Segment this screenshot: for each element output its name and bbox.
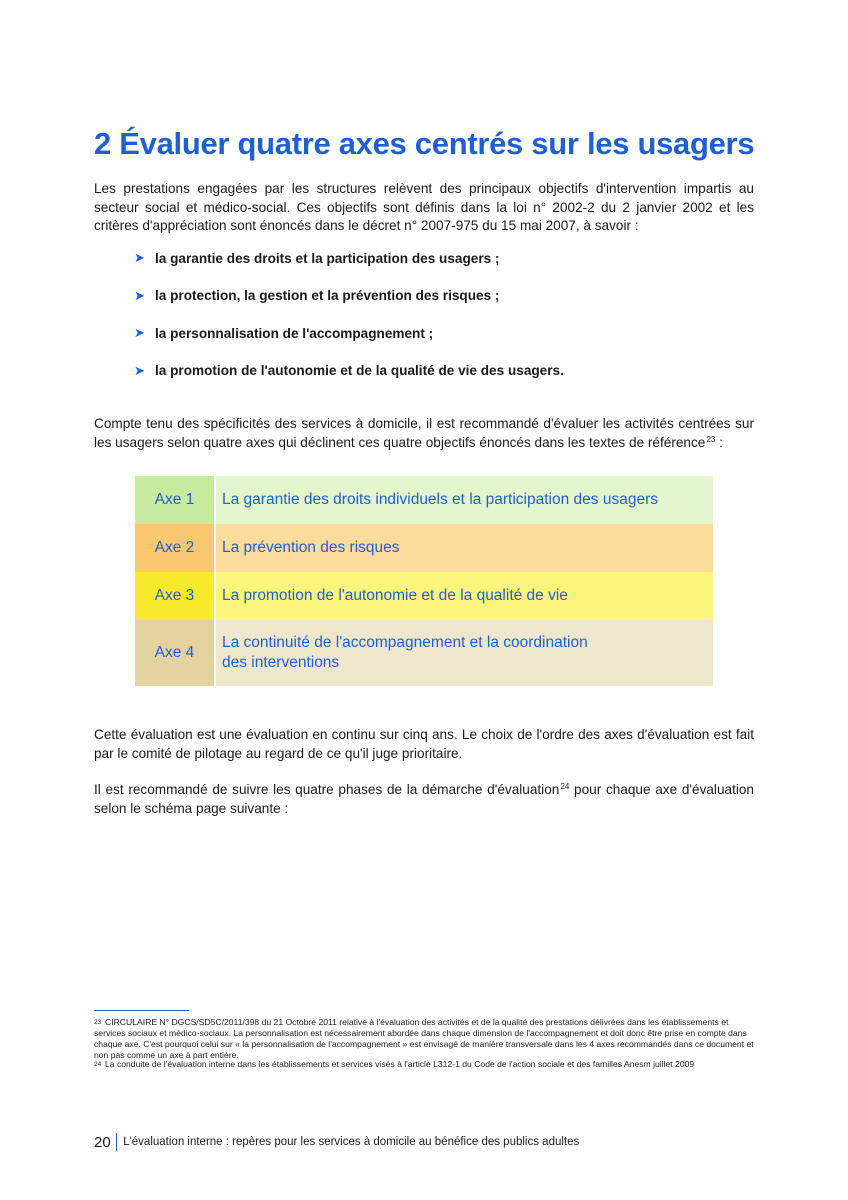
arrow-bullet-icon: ➤: [134, 362, 145, 378]
axe-label: La garantie des droits individuels et la participation des usagers: [215, 476, 713, 524]
intro-paragraph: Les prestations engagées par les structures relèvent des principaux objectifs d'intervention impartis au secteur social et médico-social. Ces objectifs sont définis dans la loi n° 2002-2 du 2 janvier 2002 et les critères d'appréciation sont énoncés dans le décret n° 2007-975 du 15 mai 2007, à savoir :: [94, 181, 754, 233]
objective-label: la garantie des droits et la participation des usagers ;: [155, 250, 500, 266]
phases-text-end: pour chaque axe d'évaluation selon le schéma page suivante :: [94, 782, 754, 816]
axe-label: [215, 620, 713, 686]
arrow-bullet-icon: ➤: [134, 250, 145, 265]
table-row: [135, 620, 713, 686]
footnote-23: [94, 1017, 758, 1061]
recommendation-end: :: [715, 434, 723, 450]
running-title: L'évaluation interne : repères pour les services à domicile au bénéfice des publics adultes: [123, 1136, 580, 1148]
axe-number: Axe 4: [135, 620, 215, 686]
table-row: [135, 524, 713, 572]
arrow-bullet-icon: ➤: [134, 287, 145, 303]
objectives-list: [134, 249, 754, 399]
recommendation-text: Compte tenu des spécificités des services à domicile, il est recommandé d'évaluer les activités centrées sur les usagers selon quatre axes qui déclinent ces quatre objectifs énoncés dans les textes de référence: [94, 416, 754, 450]
axe-label: La prévention des risques: [215, 524, 713, 572]
list-item: [134, 287, 754, 305]
footnote-ref-23[interactable]: 23: [706, 434, 716, 444]
axe-label-line1: La continuité de l'accompagnement et la coordination: [222, 634, 588, 651]
footnote-ref-24[interactable]: 24: [560, 782, 570, 791]
table-row: [135, 572, 713, 620]
objective-label: la protection, la gestion et la prévention des risques ;: [155, 288, 500, 303]
axe-number: Axe 1: [135, 476, 215, 524]
table-row: [135, 476, 713, 524]
axe-label: La promotion de l'autonomie et de la qualité de vie: [215, 572, 713, 620]
objective-label: la promotion de l'autonomie et de la qualité de vie des usagers.: [155, 363, 564, 378]
footnote-divider: [94, 1010, 189, 1011]
list-item: [134, 324, 754, 342]
evaluation-paragraph: Cette évaluation est une évaluation en continu sur cinq ans. Le choix de l'ordre des axes d'évaluation est fait par le comité de pilotage au regard de ce qu'il juge prioritaire.: [94, 727, 754, 761]
page-number: 20: [94, 1133, 111, 1151]
recommendation-paragraph: [94, 415, 754, 452]
footer-divider: [116, 1133, 118, 1151]
axes-table: [135, 476, 713, 686]
objective-label: la personnalisation de l'accompagnement ;: [155, 325, 434, 341]
phases-paragraph: [94, 781, 754, 818]
footnote-number: 23: [94, 1019, 102, 1026]
list-item: [134, 249, 754, 267]
footnote-24: [94, 1059, 758, 1070]
footnote-number: 24: [94, 1061, 102, 1068]
phases-text: Il est recommandé de suivre les quatre phases de la démarche d'évaluation: [94, 782, 560, 797]
page-footer: [94, 1132, 579, 1152]
footnote-text: CIRCULAIRE N° DGCS/SD5C/2011/398 du 21 Octobre 2011 relative à l'évaluation des activités et de la qualité des prestations délivrées dans les établissements et services sociaux et médico-sociaux. La personnalisation est nécessairement abordée dans chaque dimension de l'accompagnement et doit donc être prise en compte dans chaque axe. C'est pourquoi celui sur « la personnalisation de l'accompagnement » est envisagé de manière transversale dans les 4 axes recommandés dans ce document et non pas comme un axe à part entière.: [94, 1017, 754, 1060]
axe-number: Axe 3: [135, 572, 215, 620]
arrow-bullet-icon: ➤: [134, 325, 145, 340]
footnote-text: La conduite de l'évaluation interne dans les établissements et services visés à l'article L312-1 du Code de l'action sociale et des familles Anesm juillet 2009: [105, 1059, 695, 1069]
axe-label-line2: des interventions: [222, 654, 340, 671]
section-heading: 2 Évaluer quatre axes centrés sur les usagers: [94, 126, 755, 161]
axe-number: Axe 2: [135, 524, 215, 572]
list-item: [134, 362, 754, 380]
